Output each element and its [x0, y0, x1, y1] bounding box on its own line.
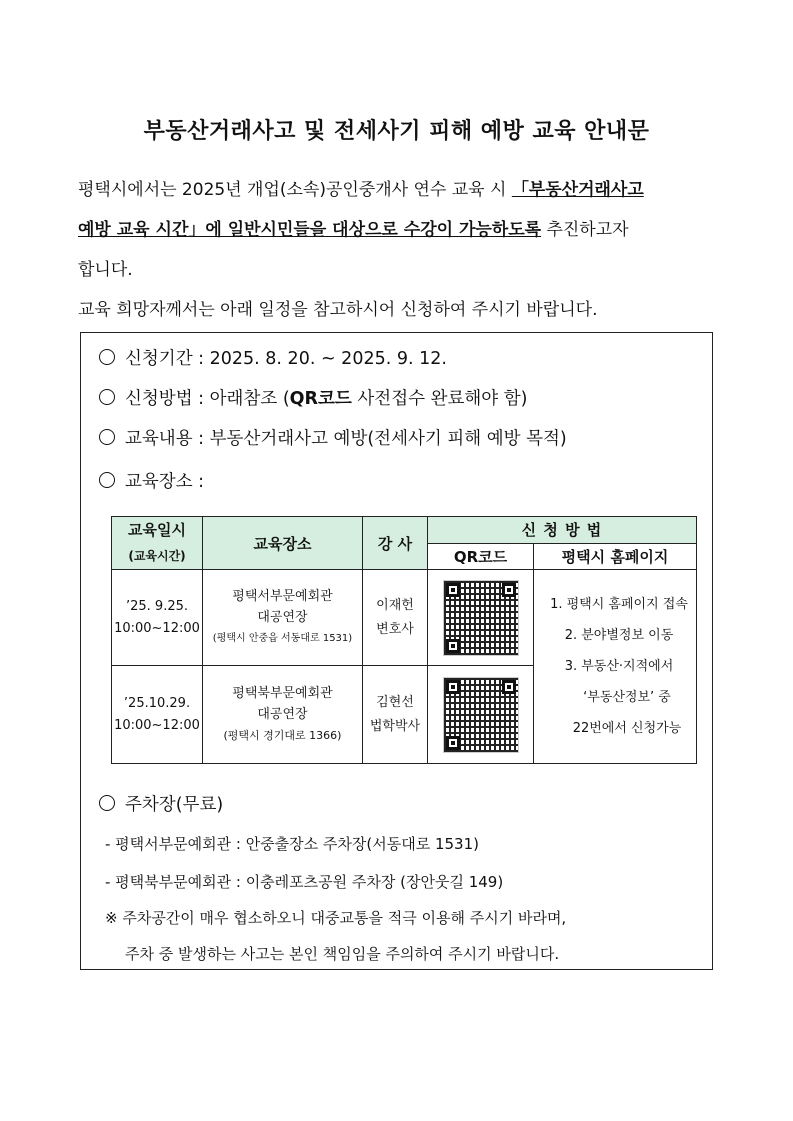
row-1-time-text: 10:00~12:00 [114, 620, 200, 636]
header-method: 신 청 방 법 [428, 517, 697, 544]
row-1-place [203, 570, 363, 666]
intro-line-4: 교육 희망자께서는 아래 일정을 참고하시어 신청하여 주시기 바랍니다. [78, 300, 598, 320]
row-1-place-hall: 대공연장 [257, 610, 308, 625]
row-2-place [203, 666, 363, 764]
intro-line-1-text: 평택시에서는 2025년 개업(소속)공인중개사 연수 교육 시 [78, 180, 512, 200]
row-2-place-hall: 대공연장 [257, 707, 308, 722]
item-place [99, 468, 204, 493]
row-2-place-name: 평택북부문예회관 [232, 686, 333, 701]
table-row [112, 570, 697, 666]
qr-code-icon[interactable] [443, 677, 519, 753]
intro-line-1 [78, 170, 718, 210]
row-2-date [112, 666, 203, 764]
header-lecturer: 강 사 [363, 517, 428, 570]
intro-line-3: 합니다. [78, 260, 133, 280]
intro-highlight-2: 예방 교육 시간」에 일반시민들을 대상으로 수강이 가능하도록 [78, 220, 542, 240]
step-1: 1. 평택시 홈페이지 접속 [550, 597, 688, 612]
intro-line-2 [78, 210, 718, 250]
row-1-date-text: ’25. 9.25. [125, 598, 189, 614]
circle-bullet-icon [99, 472, 115, 488]
header-date-label: 교육일시 [128, 521, 186, 539]
row-1-lecturer-title: 변호사 [376, 621, 414, 637]
circle-bullet-icon [99, 429, 115, 445]
content-text: 교육내용 : 부동산거래사고 예방(전세사기 피해 예방 목적) [125, 429, 567, 449]
method-text-suffix: 사전접수 완료해야 함) [351, 389, 528, 409]
qr-code-icon[interactable] [443, 580, 519, 656]
step-3-end: 22번에서 신청가능 [572, 721, 682, 736]
row-1-address: (평택시 안중읍 서동대로 1531) [212, 633, 353, 644]
intro-line-2-text: 추진하고자 [541, 220, 629, 240]
row-2-lecturer-name: 김현선 [376, 694, 414, 710]
item-parking [99, 791, 223, 816]
parking-line-1: - 평택서부문예회관 : 안중출장소 주차장(서동대로 1531) [105, 835, 479, 853]
education-schedule-table [111, 516, 697, 764]
row-1-lecturer [363, 570, 428, 666]
header-date [112, 517, 203, 570]
parking-note-2: 주차 중 발생하는 사고는 본인 책임임을 주의하여 주시기 바랍니다. [125, 945, 560, 963]
intro-highlight-1: 「부동산거래사고 [511, 180, 644, 200]
row-1-qr-cell [428, 570, 534, 666]
row-1-date [112, 570, 203, 666]
circle-bullet-icon [99, 389, 115, 405]
item-method [99, 385, 528, 410]
document-title: 부동산거래사고 및 전세사기 피해 예방 교육 안내문 [143, 119, 650, 144]
header-date-sublabel: (교육시간) [128, 549, 186, 563]
row-2-lecturer-title: 법학박사 [369, 718, 421, 734]
step-2: 2. 분야별정보 이동 [564, 628, 674, 643]
parking-line-2: - 평택북부문예회관 : 이충레포츠공원 주차장 (장안웃길 149) [105, 873, 504, 891]
parking-title: 주차장(무료) [125, 795, 224, 815]
intro-paragraph [78, 170, 718, 330]
place-text: 교육장소 : [125, 472, 205, 492]
header-homepage: 평택시 홈페이지 [534, 543, 697, 570]
info-box [80, 332, 713, 970]
step-3: 3. 부동산·지적에서 [564, 659, 674, 674]
row-1-lecturer-name: 이재헌 [376, 597, 414, 613]
circle-bullet-icon [99, 795, 115, 811]
row-1-place-name: 평택서부문예회관 [232, 589, 333, 604]
row-2-lecturer [363, 666, 428, 764]
item-period [99, 345, 447, 370]
row-2-qr-cell [428, 666, 534, 764]
row-2-date-text: ’25.10.29. [123, 695, 191, 711]
method-qr-bold: QR코드 [289, 389, 352, 409]
item-content [99, 425, 567, 450]
step-3-cont: ‘부동산정보’ 중 [583, 690, 671, 705]
homepage-steps [534, 570, 697, 764]
header-qr: QR코드 [428, 543, 534, 570]
method-text-prefix: 신청방법 : 아래참조 ( [125, 389, 290, 409]
row-2-address: (평택시 경기대로 1366) [223, 729, 342, 742]
period-text: 신청기간 : 2025. 8. 20. ~ 2025. 9. 12. [125, 349, 447, 369]
row-2-time-text: 10:00~12:00 [114, 717, 200, 733]
circle-bullet-icon [99, 349, 115, 365]
parking-note-1: ※ 주차공간이 매우 협소하오니 대중교통을 적극 이용해 주시기 바라며, [105, 909, 567, 927]
header-place: 교육장소 [203, 517, 363, 570]
